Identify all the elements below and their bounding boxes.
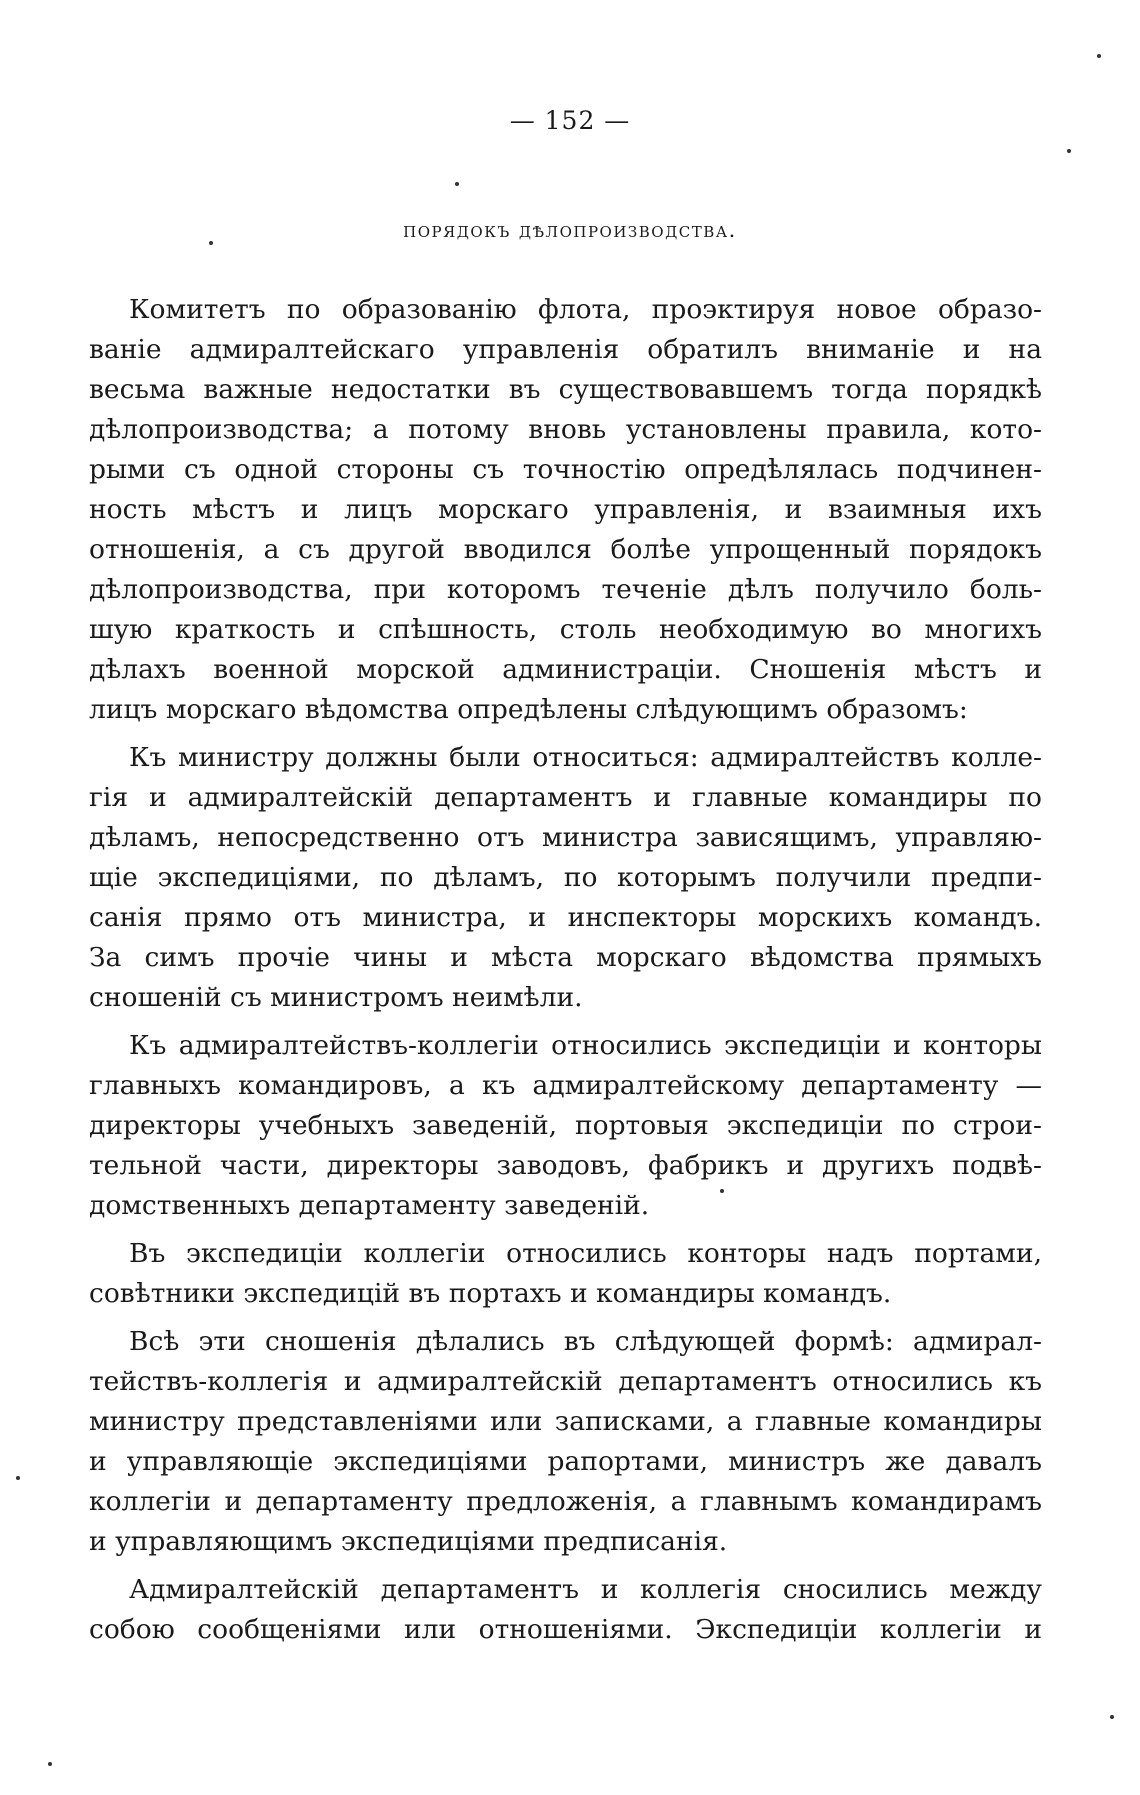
scan-speck <box>48 1762 52 1766</box>
text-line: дѣламъ, непосредственно отъ министра зависящимъ, управляю- <box>89 822 1042 853</box>
text-line: сношеній съ министромъ неимѣли. <box>89 982 583 1013</box>
text-line: Адмиралтейскій департаментъ и коллегія сносились между <box>129 1574 1042 1605</box>
text-line: тействъ-коллегія и адмиралтейскій департаментъ относились къ <box>89 1366 1042 1397</box>
body-text <box>89 290 1042 1658</box>
text-line: Всѣ эти сношенія дѣлались въ слѣдующей формѣ: адмирал- <box>129 1326 1042 1357</box>
text-line: гія и адмиралтейскій департаментъ и главные командиры по <box>89 782 1042 813</box>
paragraph-1 <box>89 290 1042 730</box>
scan-speck <box>1097 54 1101 58</box>
text-line: министру представленіями или записками, а главные командиры <box>89 1406 1042 1437</box>
text-line: За симъ прочіе чины и мѣста морскаго вѣдомства прямыхъ <box>89 942 1042 973</box>
text-line: рыми съ одной стороны съ точностію опредѣлялась подчинен- <box>89 454 1042 485</box>
text-line: дѣлахъ военной морской администраціи. Сношенія мѣстъ и <box>89 654 1042 685</box>
text-line: ность мѣстъ и лицъ морскаго управленія, и взаимныя ихъ <box>89 494 1042 525</box>
text-line: и управляющимъ экспедиціями предписанія. <box>89 1526 728 1557</box>
text-line: совѣтники экспедицій въ портахъ и командиры командъ. <box>89 1278 892 1309</box>
text-line: и управляющіе экспедиціями рапортами, министръ же давалъ <box>89 1446 1042 1477</box>
paragraph-2 <box>89 738 1042 1018</box>
paragraph-6 <box>89 1570 1042 1650</box>
paragraph-3 <box>89 1026 1042 1226</box>
page-number: — 152 — <box>509 106 631 135</box>
text-line: тельной части, директоры заводовъ, фабрикъ и другихъ подвѣ- <box>89 1150 1042 1181</box>
text-line: коллегіи и департаменту предложенія, а главнымъ командирамъ <box>89 1486 1042 1517</box>
text-line: главныхъ командировъ, а къ адмиралтейскому департаменту — <box>89 1070 1042 1101</box>
text-line: отношенія, а съ другой вводился болѣе упрощенный порядокъ <box>89 534 1042 565</box>
text-line: дѣлопроизводства, при которомъ теченіе дѣлъ получило боль- <box>89 574 1042 605</box>
paragraph-4 <box>89 1234 1042 1314</box>
text-line: Къ адмиралтействъ-коллегіи относились экспедиціи и конторы <box>129 1030 1042 1061</box>
text-line: шую краткость и спѣшность, столь необходимую во многихъ <box>89 614 1042 645</box>
text-line: собою сообщеніями или отношеніями. Экспедиціи коллегіи и <box>89 1614 1042 1645</box>
scan-speck <box>209 241 213 245</box>
scan-speck <box>1067 149 1071 153</box>
scan-speck <box>455 182 459 186</box>
text-line: щіе экспедиціями, по дѣламъ, по которымъ получили предпи- <box>89 862 1042 893</box>
section-title: порядокъ дѣлопроизводства. <box>403 218 737 242</box>
scan-speck <box>1110 1715 1114 1719</box>
text-line: дѣлопроизводства; а потому вновь установлены правила, кото- <box>89 414 1042 445</box>
text-line: директоры учебныхъ заведеній, портовыя экспедиціи по строи- <box>89 1110 1042 1141</box>
text-line: весьма важные недостатки въ существовавшемъ тогда порядкѣ <box>89 374 1042 405</box>
text-line: ваніе адмиралтейскаго управленія обратилъ вниманіе и на <box>89 334 1042 365</box>
scan-speck <box>16 1476 20 1480</box>
paragraph-5 <box>89 1322 1042 1562</box>
scan-speck <box>720 1189 724 1193</box>
text-line: санія прямо отъ министра, и инспекторы морскихъ командъ. <box>89 902 1042 933</box>
text-line: домственныхъ департаменту заведеній. <box>89 1190 650 1221</box>
text-line: Къ министру должны были относиться: адмиралтействъ колле- <box>129 742 1042 773</box>
text-line: Въ экспедиціи коллегіи относились конторы надъ портами, <box>129 1238 1042 1269</box>
text-line: Комитетъ по образованію флота, проэктируя новое образо- <box>129 294 1042 325</box>
text-line: лицъ морскаго вѣдомства опредѣлены слѣдующимъ образомъ: <box>89 694 968 725</box>
